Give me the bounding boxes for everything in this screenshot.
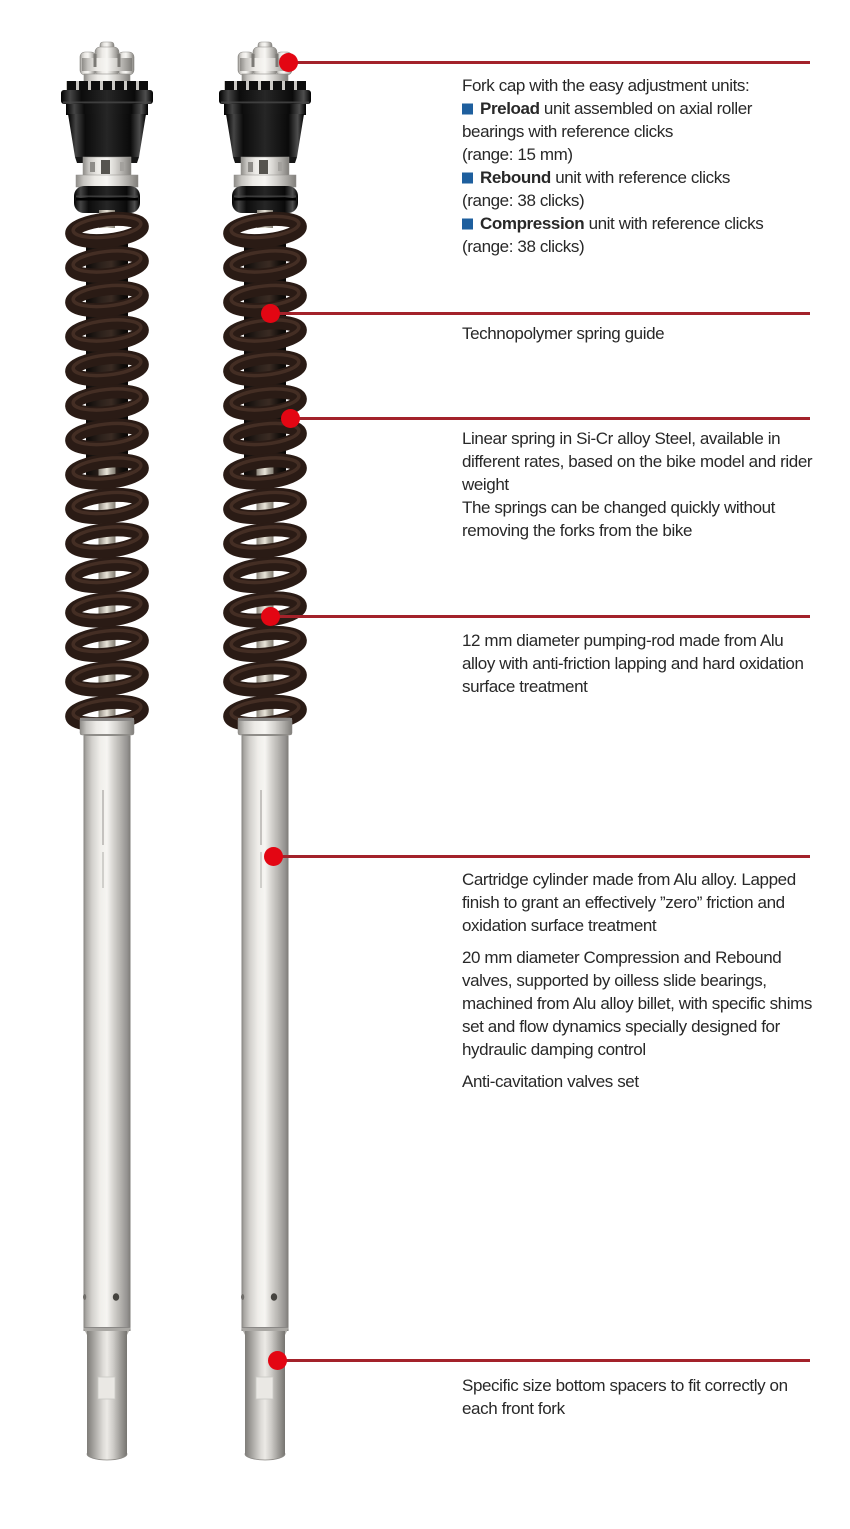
annotation-pumping-rod [462,629,816,698]
bottom-spacers-text: Specific size bottom spacers to fit correctly on each front fork [462,1376,788,1418]
callout-line-fork-cap [288,61,810,64]
bullet-term: Preload [480,99,540,118]
callout-dot-icon [279,53,298,72]
fork-cap-range-compression: (range: 38 clicks) [462,237,585,256]
callout-dot-icon [281,409,300,428]
bullet-square-icon [462,173,473,184]
annotation-fork-cap [462,74,816,258]
bullet-desc: unit assembled on axial roller bearings with reference clicks [462,99,753,141]
callout-line-cartridge [273,855,810,858]
bullet-square-icon [462,219,473,230]
pumping-rod-text: 12 mm diameter pumping-rod made from Alu alloy with anti-friction lapping and hard oxidation surface treatment [462,631,804,696]
annotation-linear-spring [462,427,816,542]
cartridge-para1: Cartridge cylinder made from Alu alloy. Lapped finish to grant an effectively ”zero” friction and oxidation surface treatment [462,870,796,935]
bullet-desc: unit with reference clicks [588,214,764,233]
fork-cap-range-preload: (range: 15 mm) [462,145,573,164]
callout-dot-icon [264,847,283,866]
callout-line-spring-guide [270,312,810,315]
linear-spring-para2: The springs can be changed quickly without removing the forks from the bike [462,498,776,540]
callout-line-bottom-spacers [277,1359,810,1362]
callout-dot-icon [261,607,280,626]
fork-cap-range-rebound: (range: 38 clicks) [462,191,585,210]
callout-dot-icon [261,304,280,323]
bullet-desc: unit with reference clicks [555,168,730,187]
callout-line-pumping-rod [270,615,810,618]
bullet-term: Compression [480,214,585,233]
fork-cap-bullet-compression [462,212,816,235]
fork-cap-bullet-preload [462,97,816,143]
callout-line-linear-spring [290,417,810,420]
fork-cap-intro: Fork cap with the easy adjustment units: [462,76,750,95]
cartridge-para3: Anti-cavitation valves set [462,1072,639,1091]
annotation-cartridge [462,868,816,1093]
linear-spring-para1: Linear spring in Si-Cr alloy Steel, available in different rates, based on the bike model and rider weight [462,429,813,494]
bullet-square-icon [462,104,473,115]
callout-dot-icon [268,1351,287,1370]
annotation-bottom-spacers [462,1374,816,1420]
fork-cap-bullet-rebound [462,166,816,189]
fork-cartridge-right-photo [215,40,315,1465]
spring-guide-text: Technopolymer spring guide [462,324,665,343]
cartridge-para2: 20 mm diameter Compression and Rebound valves, supported by oilless slide bearings, machined from Alu alloy billet, with specific shims set and flow dynamics specially designed for hydraulic damping control [462,948,812,1059]
annotation-spring-guide [462,322,816,345]
fork-cartridge-left-photo [57,40,157,1465]
bullet-term: Rebound [480,168,551,187]
